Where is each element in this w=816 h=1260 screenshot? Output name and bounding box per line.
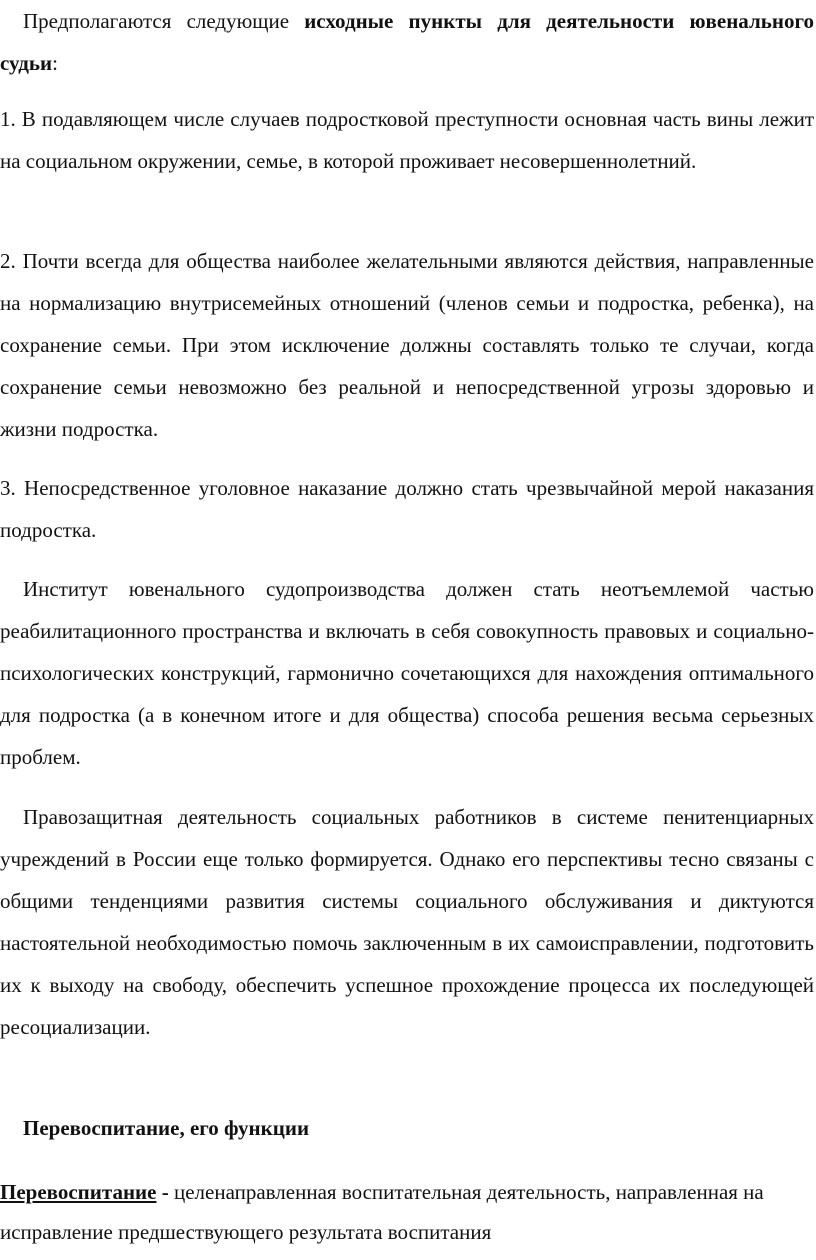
intro-bold-phrase: исходные пункты для деятельности ювенального судьи — [0, 9, 814, 75]
intro-lead: Предполагаются следующие — [23, 9, 305, 33]
intro-paragraph — [0, 0, 814, 84]
paragraph-human-rights: Правозащитная деятельность социальных работников в системе пенитенциарных учреждений в России еще только формируется. Однако его перспективы тесно связаны с общими тенденциями развития системы социального обслуживания и диктуются настоятельной необходимостью помочь заключенным в их самоисправлении, подготовить их к выходу на свободу, обеспечить успешное прохождение процесса их последующей ресоциализации. — [0, 805, 814, 1039]
paragraph-juvenile-justice: Институт ювенального судопроизводства должен стать неотъемлемой частью реабилитационного пространства и включать в себя совокупность правовых и социально-психологических конструкций, гармонично сочетающихся для нахождения оптимального для подростка (а в конечном итоге и для общества) способа решения весьма серьезных проблем. — [0, 577, 814, 769]
definition-dash: - — [156, 1180, 174, 1204]
definition-paragraph — [0, 1172, 814, 1252]
section-heading: Перевоспитание, его функции — [23, 1116, 310, 1140]
point-3: 3. Непосредственное уголовное наказание должно стать чрезвычайной мерой наказания подростка. — [0, 476, 814, 542]
definition-term: Перевоспитание — [0, 1180, 157, 1204]
intro-colon: : — [52, 51, 58, 75]
point-2: 2. Почти всегда для общества наиболее желательными являются действия, направленные на нормализацию внутрисемейных отношений (членов семьи и подростка, ребенка), на сохранение семьи. При этом исключение должны составлять только те случаи, когда сохранение семьи невозможно без реальной и непосредственной угрозы здоровью и жизни подростка. — [0, 249, 814, 441]
point-1: 1. В подавляющем числе случаев подростковой преступности основная часть вины лежит на социальном окружении, семье, в которой проживает несовершеннолетний. — [0, 107, 814, 173]
definition-text: целенаправленная воспитательная деятельность, направленная на исправление предшествующего результата воспитания — [0, 1180, 764, 1244]
